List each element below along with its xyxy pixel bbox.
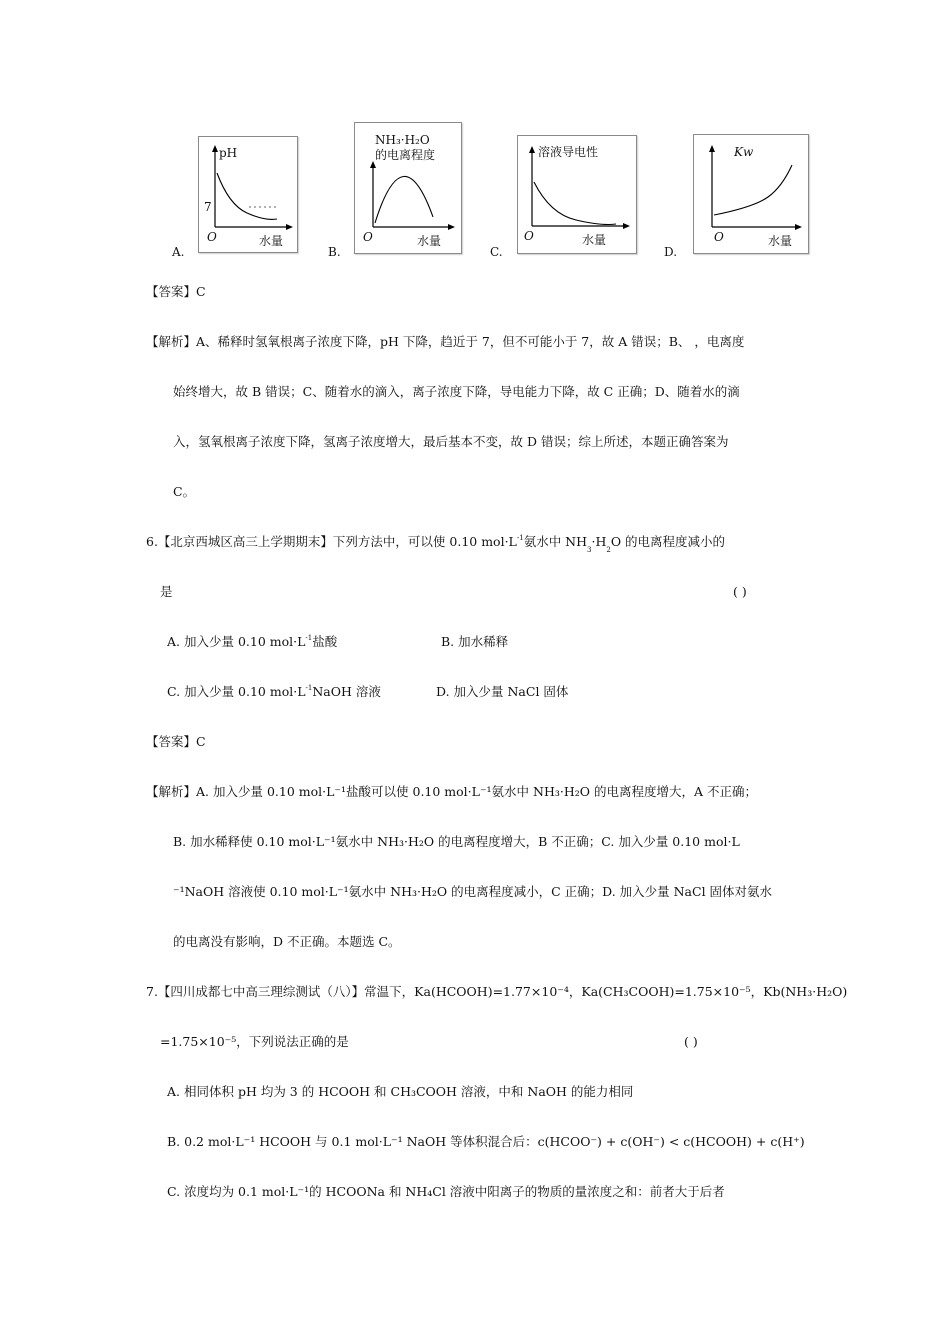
graph-d-curve xyxy=(714,165,792,215)
q7-stem-line-2: =1.75×10⁻⁵，下列说法正确的是 xyxy=(160,1034,349,1049)
graph-d-y-arrow xyxy=(709,145,715,152)
graph-d-ylabel: Kw xyxy=(734,145,754,159)
q5-answer: 【答案】C xyxy=(146,284,206,299)
graph-c-conductivity-vs-water xyxy=(517,135,637,254)
graph-a-ph-vs-water xyxy=(198,136,298,253)
graph-c-origin: O xyxy=(524,229,534,243)
q6-stem-line-1: 6.【北京西城区高三上学期期末】下列方法中，可以使 0.10 $mol\cdot L^{-1}$氨水中 $NH_3\cdot H_2O$ 的电离程度减小的 xyxy=(146,534,726,554)
graph-a-origin: O xyxy=(207,230,217,244)
graph-c-xlabel: 水量 xyxy=(582,233,607,247)
graph-b-ionization-vs-water xyxy=(354,122,462,254)
graph-a-tick-7: 7 xyxy=(204,200,212,214)
graph-a-ylabel: pH xyxy=(219,146,238,160)
graph-c-curve xyxy=(534,182,616,225)
graph-d-origin: O xyxy=(714,230,724,244)
graph-d-kw-vs-water xyxy=(693,134,809,254)
q6-answer: 【答案】C xyxy=(146,734,206,749)
q5-analysis-line-1: 【解析】A、稀释时氢氧根离子浓度下降，pH 下降，趋近于 7，但不可能小于 7，故 A 错误；B、 ，电离度 xyxy=(146,334,745,349)
q7-option-b: B. 0.2 mol·L⁻¹ HCOOH 与 0.1 mol·L⁻¹ NaOH 等体积混合后：c(HCOO⁻) + c(OH⁻) < c(HCOOH) + c(H⁺) xyxy=(167,1134,805,1149)
q7-option-c: C. 浓度均为 0.1 mol·L⁻¹的 HCOONa 和 NH₄Cl 溶液中阳离子的物质的量浓度之和：前者大于后者 xyxy=(167,1184,725,1199)
q6-option-a: A. 加入少量 0.10 $mol\cdot L^{-1}$盐酸 xyxy=(167,634,338,649)
graph-b-ylabel-line2: 的电离程度 xyxy=(375,148,436,162)
graph-b-ylabel-line1: NH₃·H₂O xyxy=(375,133,430,147)
q7-stem-line-1: 7.【四川成都七中高三理综测试（八）】常温下，Ka(HCOOH)=1.77×10⁻⁴，Ka(CH₃COOH)=1.75×10⁻⁵，Kb(NH₃·H₂O) xyxy=(146,984,848,999)
option-d-letter: D. xyxy=(664,245,678,259)
graph-b-xlabel: 水量 xyxy=(417,234,442,248)
graph-d-x-arrow xyxy=(795,224,802,230)
q5-analysis-line-4: C。 xyxy=(173,484,196,499)
graph-a-x-arrow xyxy=(286,224,293,230)
q6-analysis-line-3: ⁻¹NaOH 溶液使 0.10 mol·L⁻¹氨水中 NH₃·H₂O 的电离程度减小，C 正确；D. 加入少量 NaCl 固体对氨水 xyxy=(173,884,773,899)
q6-analysis-line-2: B. 加水稀释使 0.10 mol·L⁻¹氨水中 NH₃·H₂O 的电离程度增大，B 不正确；C. 加入少量 0.10 mol·L xyxy=(173,834,740,849)
option-a-letter: A. xyxy=(172,245,185,259)
graph-b-x-arrow xyxy=(448,224,455,230)
graph-b-y-arrow xyxy=(370,161,376,168)
q5-analysis-line-2: 始终增大，故 B 错误；C、随着水的滴入，离子浓度下降，导电能力下降，故 C 正确；D、随着水的滴 xyxy=(173,384,740,399)
q6-option-b: B. 加水稀释 xyxy=(441,634,509,649)
option-b-letter: B. xyxy=(328,245,341,259)
graph-d-xlabel: 水量 xyxy=(768,234,793,248)
q6-stem-line-2: 是 xyxy=(160,584,173,599)
graph-c-y-arrow xyxy=(529,146,535,153)
graph-b-curve xyxy=(375,176,433,223)
option-c-letter: C. xyxy=(490,245,503,259)
graph-a-xlabel: 水量 xyxy=(259,234,284,248)
q7-answer-blank: ( ) xyxy=(684,1034,698,1049)
q6-answer-blank: ( ) xyxy=(733,584,747,599)
graph-c-x-arrow xyxy=(623,223,630,229)
graph-a-y-arrow xyxy=(212,145,218,152)
graph-b-origin: O xyxy=(363,230,373,244)
graph-a-curve xyxy=(217,173,277,219)
q6-analysis-line-4: 的电离没有影响，D 不正确。本题选 C。 xyxy=(173,934,401,949)
q6-analysis-line-1: 【解析】A. 加入少量 0.10 mol·L⁻¹盐酸可以使 0.10 mol·L⁻¹氨水中 NH₃·H₂O 的电离程度增大，A 不正确； xyxy=(146,784,757,799)
q6-option-d: D. 加入少量 NaCl 固体 xyxy=(436,684,569,699)
graph-c-ylabel: 溶液导电性 xyxy=(538,145,599,159)
q6-option-c: C. 加入少量 0.10 $mol\cdot L^{-1}NaOH$ 溶液 xyxy=(167,684,381,699)
q5-analysis-line-3: 入，氢氧根离子浓度下降，氢离子浓度增大，最后基本不变，故 D 错误；综上所述，本题正确答案为 xyxy=(173,434,729,449)
q7-option-a: A. 相同体积 pH 均为 3 的 HCOOH 和 CH₃COOH 溶液，中和 NaOH 的能力相同 xyxy=(167,1084,634,1099)
